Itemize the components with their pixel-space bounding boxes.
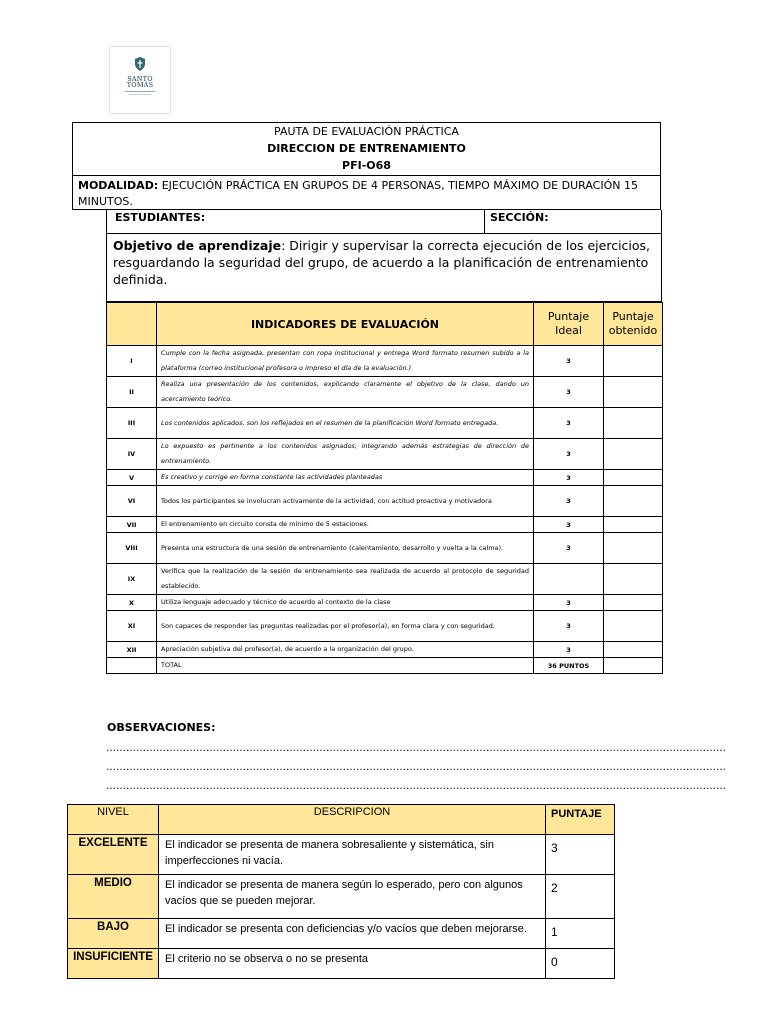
objective-label: Objetivo de aprendizaje — [113, 238, 282, 253]
indicator-description: Todos los participantes se involucran activamente de la actividad, con actitud proactiva y motivadora — [157, 486, 534, 517]
total-points: 36 PUNTOS — [534, 658, 604, 674]
ideal-score: 3 — [534, 595, 604, 611]
header-code: PFI-O68 — [342, 159, 391, 172]
ideal-score: 3 — [534, 486, 604, 517]
total-obtained-cell[interactable] — [604, 658, 663, 674]
objective-text: : Dirigir y supervisar la correcta ejecución de los ejercicios, resguardando la seguridad del grupo, de acuerdo a la planificación de entrenamiento definida. — [113, 238, 651, 287]
ideal-score: 3 — [534, 346, 604, 377]
table-row — [107, 470, 663, 486]
level-description: El indicador se presenta con deficiencias y/o vacíos que deben mejorarse. — [159, 919, 546, 949]
ideal-score — [534, 564, 604, 595]
indicator-number: II — [107, 377, 157, 408]
total-empty-cell — [107, 658, 157, 674]
indicator-number: III — [107, 408, 157, 439]
levels-header-row — [68, 805, 615, 835]
ideal-score: 3 — [534, 377, 604, 408]
indicator-description: El entrenamiento en circuito consta de mínimo de 5 estaciones. — [157, 517, 534, 533]
observation-line-2[interactable]: …………………………………………………………………………………………………………………………………………………………………… — [106, 762, 726, 773]
logo-line1: SANTO — [127, 75, 153, 83]
indicator-number: XI — [107, 611, 157, 642]
table-row — [107, 595, 663, 611]
table-row — [107, 564, 663, 595]
obtained-score-cell[interactable] — [604, 486, 663, 517]
table-row — [68, 875, 615, 919]
observation-line-1[interactable]: …………………………………………………………………………………………………………………………………………………………………… — [106, 743, 726, 754]
level-name: BAJO — [68, 919, 159, 949]
level-header: NIVEL — [68, 805, 159, 835]
obtained-score-cell[interactable] — [604, 377, 663, 408]
ideal-score-header: Puntaje Ideal — [534, 303, 604, 346]
level-score: 0 — [546, 949, 615, 979]
level-name: INSUFICIENTE — [68, 949, 159, 979]
indicator-description: Presenta una estructura de una sesión de entrenamiento (calentamiento, desarrollo y vuelta a la calma). — [157, 533, 534, 564]
indicator-number: XII — [107, 642, 157, 658]
ideal-score: 3 — [534, 642, 604, 658]
table-row — [107, 642, 663, 658]
obtained-score-cell[interactable] — [604, 564, 663, 595]
modality-text — [78, 178, 654, 210]
obtained-score-cell[interactable] — [604, 611, 663, 642]
obtained-score-cell[interactable] — [604, 517, 663, 533]
modality-value: EJECUCIÓN PRÁCTICA EN GRUPOS DE 4 PERSONAS, TIEMPO MÁXIMO DE DURACIÓN 15 MINUTOS. — [78, 179, 638, 208]
learning-objective — [106, 234, 662, 302]
header-subtitle: DIRECCION DE ENTRENAMIENTO — [267, 142, 466, 155]
ideal-score: 3 — [534, 439, 604, 470]
total-label: TOTAL — [157, 658, 534, 674]
indicator-number: IV — [107, 439, 157, 470]
table-row — [107, 346, 663, 377]
indicator-description: Es creativo y corrige en forma constante las actividades planteadas — [157, 470, 534, 486]
indicator-description: Utiliza lenguaje adecuado y técnico de acuerdo al contexto de la clase — [157, 595, 534, 611]
score-header: PUNTAJE — [546, 805, 615, 835]
indicator-number: V — [107, 470, 157, 486]
level-description: El indicador se presenta de manera según lo esperado, pero con algunos vacíos que se pueden mejorar. — [159, 875, 546, 919]
logo-rule-2 — [129, 94, 151, 95]
level-description: El criterio no se observa o no se presenta — [159, 949, 546, 979]
levels-table — [67, 804, 615, 979]
indicator-number: VII — [107, 517, 157, 533]
logo-rule — [125, 91, 155, 92]
indicators-header-row — [107, 303, 663, 346]
total-row — [107, 658, 663, 674]
table-row — [107, 486, 663, 517]
table-row — [107, 408, 663, 439]
obtained-score-cell[interactable] — [604, 408, 663, 439]
indicator-number: IX — [107, 564, 157, 595]
row-divider — [484, 210, 485, 233]
section-label: SECCIÓN: — [490, 211, 549, 224]
level-score: 3 — [546, 835, 615, 875]
obtained-score-cell[interactable] — [604, 439, 663, 470]
table-row — [107, 517, 663, 533]
table-row — [68, 949, 615, 979]
indicators-table — [106, 302, 663, 674]
student-section-row — [106, 210, 662, 234]
indicator-number: VI — [107, 486, 157, 517]
shield-emblem-icon — [133, 56, 147, 72]
modality-label: MODALIDAD: — [78, 179, 159, 192]
ideal-score: 3 — [534, 408, 604, 439]
obtained-score-cell[interactable] — [604, 470, 663, 486]
header-empty-cell — [107, 303, 157, 346]
obtained-score-cell[interactable] — [604, 595, 663, 611]
ideal-score: 3 — [534, 517, 604, 533]
ideal-score: 3 — [534, 470, 604, 486]
obtained-score-cell[interactable] — [604, 346, 663, 377]
header-divider — [73, 175, 660, 176]
indicator-description: Cumple con la fecha asignada, presentan con ropa institucional y entrega Word formato resumen subido a la plataforma (correo institucional profesora o impreso el día de la evaluación.) — [157, 346, 534, 377]
level-name: MEDIO — [68, 875, 159, 919]
evaluation-header — [72, 122, 661, 210]
table-row — [68, 835, 615, 875]
indicator-description: Son capaces de responder las preguntas realizadas por el profesor(a), en forma clara y con seguridad. — [157, 611, 534, 642]
level-description: El indicador se presenta de manera sobresaliente y sistemática, sin imperfecciones ni vacía. — [159, 835, 546, 875]
indicators-title: INDICADORES DE EVALUACIÓN — [157, 303, 534, 346]
observations-label: OBSERVACIONES: — [107, 721, 216, 734]
ideal-score: 3 — [534, 533, 604, 564]
students-label: ESTUDIANTES: — [115, 211, 206, 224]
table-row — [107, 377, 663, 408]
obtained-score-cell[interactable] — [604, 533, 663, 564]
institution-logo — [110, 47, 170, 113]
indicator-description: Los contenidos aplicados, son los reflejados en el resumen de la planificación Word formato entregada. — [157, 408, 534, 439]
table-row — [107, 533, 663, 564]
obtained-score-header: Puntaje obtenido — [604, 303, 663, 346]
logo-line2: TOMÁS — [126, 81, 154, 89]
table-row — [107, 439, 663, 470]
indicator-description: Realiza una presentación de los contenidos, explicando claramente el objetivo de la clase, dando un acercamiento teórico. — [157, 377, 534, 408]
obtained-score-cell[interactable] — [604, 642, 663, 658]
description-header: DESCRIPCION — [159, 805, 546, 835]
level-score: 2 — [546, 875, 615, 919]
table-row — [107, 611, 663, 642]
ideal-score: 3 — [534, 611, 604, 642]
observation-line-3[interactable]: …………………………………………………………………………………………………………………………………………………………………… — [106, 781, 726, 792]
indicator-description: Lo expuesto es pertinente a los contenidos asignados, integrando además estrategias de dirección de entrenamiento. — [157, 439, 534, 470]
indicator-number: I — [107, 346, 157, 377]
indicator-number: VIII — [107, 533, 157, 564]
level-name: EXCELENTE — [68, 835, 159, 875]
indicator-description: Verifica que la realización de la sesión de entrenamiento sea realizada de acuerdo al protocolo de seguridad establecido. — [157, 564, 534, 595]
level-score: 1 — [546, 919, 615, 949]
indicator-number: X — [107, 595, 157, 611]
table-row — [68, 919, 615, 949]
header-title: PAUTA DE EVALUACIÓN PRÁCTICA — [274, 125, 459, 138]
indicator-description: Apreciación subjetiva del profesor(a), de acuerdo a la organización del grupo. — [157, 642, 534, 658]
